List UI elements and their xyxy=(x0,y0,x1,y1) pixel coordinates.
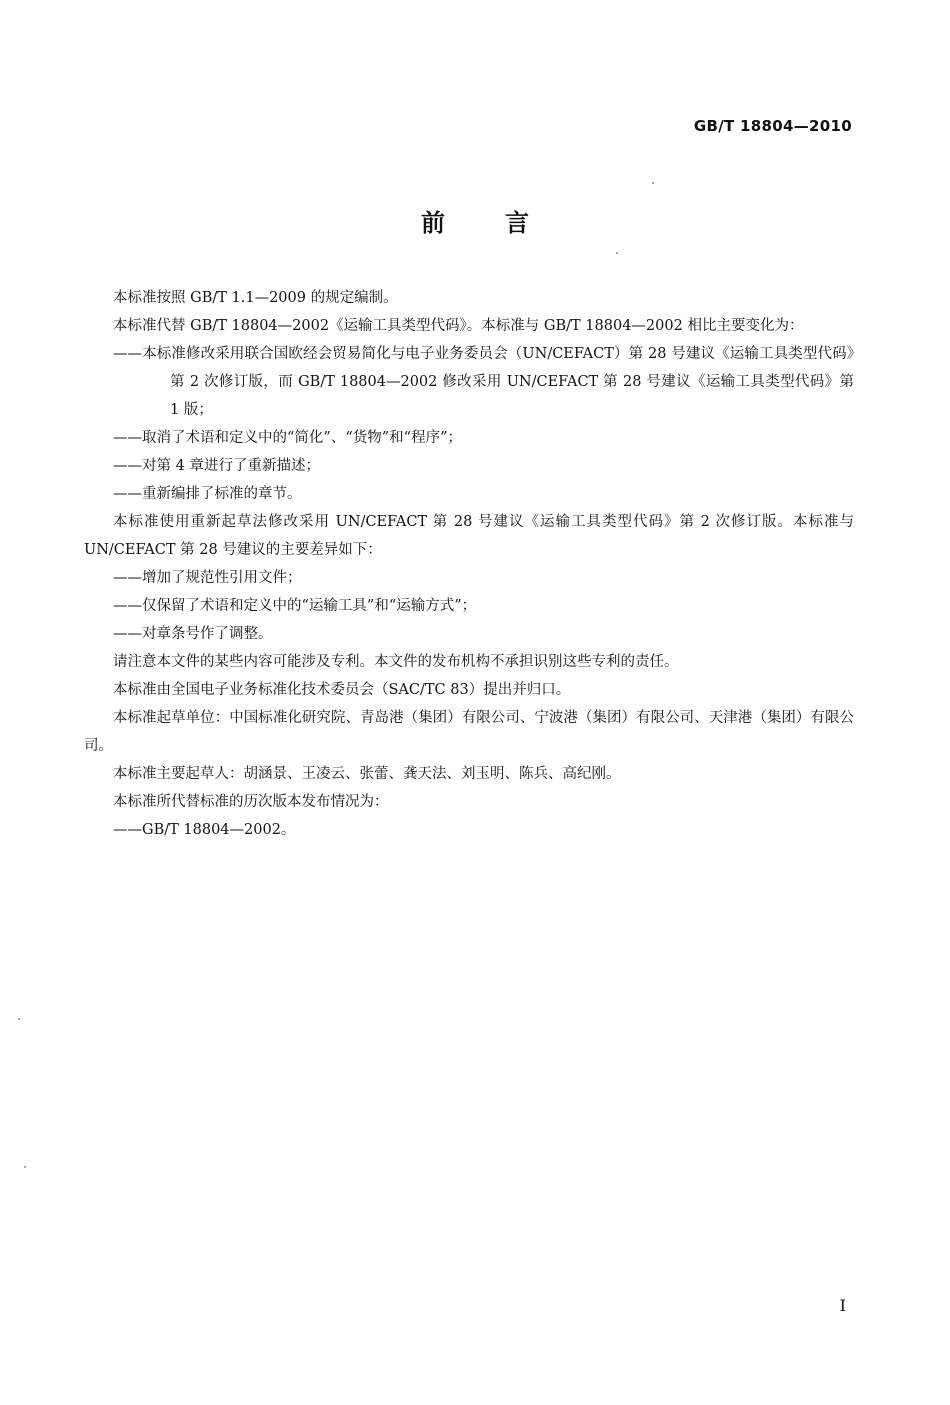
dash-marker: —— xyxy=(113,822,142,838)
dash-marker: —— xyxy=(113,430,142,446)
page-number: I xyxy=(839,1296,846,1315)
paragraph: 本标准代替 GB/T 18804—2002《运输工具类型代码》。本标准与 GB/T 18804—2002 相比主要变化为： xyxy=(113,318,804,334)
document-body xyxy=(84,284,854,844)
dash-list-item xyxy=(84,480,854,508)
paragraph: 本标准起草单位：中国标准化研究院、青岛港（集团）有限公司、宁波港（集团）有限公司、天津港（集团）有限公司。 xyxy=(84,710,854,754)
scan-speck xyxy=(652,182,654,184)
dash-list-item xyxy=(84,452,854,480)
dash-item-text: 仅保留了术语和定义中的“运输工具”和“运输方式”； xyxy=(142,598,477,614)
dash-item-text: 本标准修改采用联合国欧经会贸易简化与电子业务委员会（UN/CEFACT）第 28 号建议《运输工具类型代码》第 2 次修订版，而 GB/T 18804—2002 修改采用 UN/CEFACT 第 28 号建议《运输工具类型代码》第 1 版； xyxy=(142,346,854,418)
dash-list-item xyxy=(84,816,854,844)
paragraph: 本标准使用重新起草法修改采用 UN/CEFACT 第 28 号建议《运输工具类型代码》第 2 次修订版。本标准与 UN/CEFACT 第 28 号建议的主要差异如下： xyxy=(84,514,854,558)
paragraph: 本标准按照 GB/T 1.1—2009 的规定编制。 xyxy=(113,290,398,306)
paragraph: 本标准所代替标准的历次版本发布情况为： xyxy=(113,794,389,810)
dash-list-item xyxy=(84,340,854,424)
dash-marker: —— xyxy=(113,570,142,586)
dash-item-text: 对第 4 章进行了重新描述； xyxy=(142,458,320,474)
page-title: 前言 xyxy=(421,209,589,237)
dash-marker: —— xyxy=(113,346,142,362)
dash-list-item xyxy=(84,564,854,592)
scan-speck xyxy=(616,252,618,254)
standard-number: GB/T 18804—2010 xyxy=(693,117,852,135)
dash-item-text: GB/T 18804—2002。 xyxy=(142,822,296,838)
dash-list-item xyxy=(84,424,854,452)
dash-item-text: 取消了术语和定义中的“简化”、“货物”和“程序”； xyxy=(142,430,462,446)
dash-item-text: 增加了规范性引用文件； xyxy=(142,570,302,586)
dash-marker: —— xyxy=(113,458,142,474)
dash-item-text: 重新编排了标准的章节。 xyxy=(142,486,302,502)
scan-speck xyxy=(24,1166,26,1168)
dash-marker: —— xyxy=(113,626,142,642)
dash-item-text: 对章条号作了调整。 xyxy=(142,626,273,642)
paragraph: 本标准由全国电子业务标准化技术委员会（SAC/TC 83）提出并归口。 xyxy=(113,682,571,698)
dash-list-item xyxy=(84,592,854,620)
paragraph: 本标准主要起草人：胡涵景、王凌云、张蕾、龚天法、刘玉明、陈兵、高纪刚。 xyxy=(113,766,621,782)
scan-speck xyxy=(18,1018,20,1020)
dash-list-item xyxy=(84,620,854,648)
paragraph: 请注意本文件的某些内容可能涉及专利。本文件的发布机构不承担识别这些专利的责任。 xyxy=(113,654,679,670)
dash-marker: —— xyxy=(113,486,142,502)
dash-marker: —— xyxy=(113,598,142,614)
